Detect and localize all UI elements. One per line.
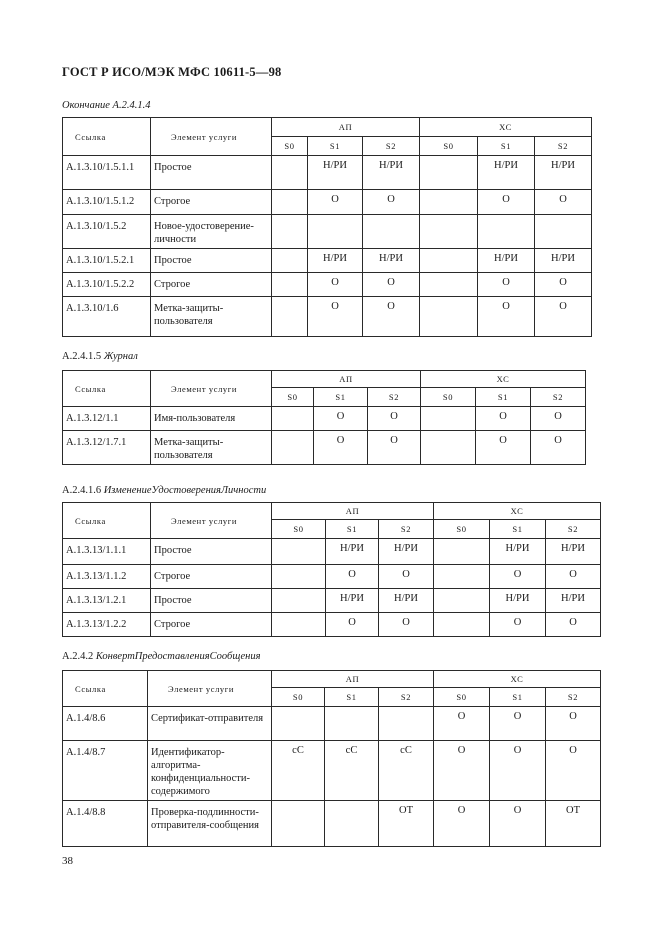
value-cell: Н/РИ — [326, 539, 379, 565]
element-cell: Имя-пользователя — [151, 407, 272, 431]
value-cell: Н/РИ — [535, 156, 592, 190]
value-cell — [434, 539, 490, 565]
col-ref-header: Ссылка — [63, 118, 151, 156]
col-s2-header: S2 — [379, 688, 434, 707]
ref-cell: А.1.3.13/1.2.2 — [63, 613, 151, 637]
col-element-header: Элемент услуги — [151, 503, 272, 539]
section-caption-title: ИзменениеУдостоверенияЛичности — [103, 485, 267, 496]
value-cell — [325, 801, 379, 847]
element-cell: Простое — [151, 249, 272, 273]
col-s0-header: S0 — [272, 520, 326, 539]
table-row — [63, 297, 592, 337]
value-cell — [363, 215, 420, 249]
element-cell: Идентификатор-алгоритма-конфиденциальности-содержимого — [148, 741, 272, 801]
ref-cell: А.1.4/8.8 — [63, 801, 148, 847]
col-element-header: Элемент услуги — [151, 371, 272, 407]
value-cell: О — [476, 407, 531, 431]
value-cell — [434, 589, 490, 613]
value-cell: О — [363, 190, 420, 215]
value-cell: О — [363, 297, 420, 337]
value-cell: О — [478, 297, 535, 337]
section-caption-prefix: А.2.4.1.5 — [62, 351, 102, 362]
value-cell — [272, 156, 308, 190]
element-cell: Строгое — [151, 273, 272, 297]
value-cell: Н/РИ — [379, 539, 434, 565]
value-cell: О — [379, 565, 434, 589]
table-row — [63, 431, 586, 465]
value-cell: О — [478, 273, 535, 297]
value-cell: О — [308, 273, 363, 297]
col-s2-header: S2 — [546, 688, 601, 707]
value-cell: О — [314, 407, 368, 431]
table-row — [63, 215, 592, 249]
value-cell — [272, 565, 326, 589]
element-cell: Строгое — [151, 613, 272, 637]
value-cell — [420, 190, 478, 215]
col-s0-header: S0 — [421, 388, 476, 407]
col-xc-header: ХС — [434, 671, 601, 688]
value-cell: О — [368, 431, 421, 465]
value-cell: О — [535, 190, 592, 215]
col-s2-header: S2 — [368, 388, 421, 407]
col-ap-header: АП — [272, 118, 420, 137]
section-caption-prefix: А.2.4.1.6 — [62, 485, 102, 496]
value-cell: ОТ — [379, 801, 434, 847]
value-cell — [478, 215, 535, 249]
value-cell: Н/РИ — [308, 156, 363, 190]
value-cell: Н/РИ — [535, 249, 592, 273]
value-cell — [308, 215, 363, 249]
table-row — [63, 741, 601, 801]
element-cell: Сертификат-отправителя — [148, 707, 272, 741]
col-s2-header: S2 — [546, 520, 601, 539]
value-cell — [272, 273, 308, 297]
ref-cell: А.1.3.10/1.5.2.1 — [63, 249, 151, 273]
col-s0-header: S0 — [420, 137, 478, 156]
col-s1-header: S1 — [490, 688, 546, 707]
table-row — [63, 801, 601, 847]
value-cell: Н/РИ — [490, 589, 546, 613]
section-caption — [62, 351, 138, 362]
col-s0-header: S0 — [434, 688, 490, 707]
value-cell — [272, 190, 308, 215]
value-cell: О — [546, 565, 601, 589]
page-number: 38 — [62, 855, 73, 867]
value-cell: О — [368, 407, 421, 431]
value-cell: О — [434, 707, 490, 741]
section-caption — [62, 100, 150, 111]
col-s1-header: S1 — [308, 137, 363, 156]
ref-cell: А.1.3.10/1.5.2 — [63, 215, 151, 249]
value-cell: О — [326, 613, 379, 637]
value-cell: Н/РИ — [490, 539, 546, 565]
value-cell: О — [314, 431, 368, 465]
col-element-header: Элемент услуги — [151, 118, 272, 156]
col-s2-header: S2 — [531, 388, 586, 407]
value-cell — [421, 407, 476, 431]
table-row — [63, 249, 592, 273]
col-xc-header: ХС — [421, 371, 586, 388]
col-xc-header: ХС — [434, 503, 601, 520]
value-cell: О — [476, 431, 531, 465]
value-cell: О — [535, 297, 592, 337]
value-cell: Н/РИ — [363, 249, 420, 273]
value-cell: О — [308, 297, 363, 337]
col-s1-header: S1 — [490, 520, 546, 539]
value-cell: О — [363, 273, 420, 297]
value-cell — [272, 215, 308, 249]
value-cell: О — [478, 190, 535, 215]
value-cell: О — [490, 565, 546, 589]
element-cell: Метка-защиты-пользователя — [151, 297, 272, 337]
col-ap-header: АП — [272, 371, 421, 388]
value-cell — [421, 431, 476, 465]
col-s0-header: S0 — [272, 137, 308, 156]
col-ref-header: Ссылка — [63, 671, 148, 707]
value-cell — [420, 156, 478, 190]
col-ref-header: Ссылка — [63, 371, 151, 407]
section-caption-title: Журнал — [103, 351, 138, 362]
value-cell — [420, 297, 478, 337]
table-row — [63, 190, 592, 215]
document-header: ГОСТ Р ИСО/МЭК МФС 10611-5—98 — [62, 65, 282, 79]
table-row — [63, 565, 601, 589]
ref-cell: А.1.3.10/1.5.2.2 — [63, 273, 151, 297]
value-cell: О — [546, 707, 601, 741]
value-cell: ОТ — [546, 801, 601, 847]
col-s1-header: S1 — [476, 388, 531, 407]
ref-cell: А.1.3.12/1.1 — [63, 407, 151, 431]
value-cell: Н/РИ — [379, 589, 434, 613]
value-cell: О — [490, 707, 546, 741]
value-cell — [379, 707, 434, 741]
element-cell: Простое — [151, 589, 272, 613]
value-cell: О — [326, 565, 379, 589]
value-cell: сС — [325, 741, 379, 801]
value-cell: О — [308, 190, 363, 215]
value-cell: О — [490, 741, 546, 801]
element-cell: Новое-удостоверение-личности — [151, 215, 272, 249]
value-cell: О — [490, 801, 546, 847]
value-cell — [420, 249, 478, 273]
ref-cell: А.1.3.12/1.7.1 — [63, 431, 151, 465]
value-cell — [420, 215, 478, 249]
value-cell: О — [379, 613, 434, 637]
value-cell — [272, 407, 314, 431]
element-cell: Строгое — [151, 190, 272, 215]
value-cell — [272, 297, 308, 337]
col-s1-header: S1 — [326, 520, 379, 539]
col-element-header: Элемент услуги — [148, 671, 272, 707]
value-cell — [420, 273, 478, 297]
value-cell: Н/РИ — [308, 249, 363, 273]
value-cell — [272, 801, 325, 847]
element-cell: Метка-защиты-пользователя — [151, 431, 272, 465]
value-cell — [434, 565, 490, 589]
value-cell — [272, 431, 314, 465]
table-section-1 — [62, 370, 586, 465]
value-cell: Н/РИ — [478, 249, 535, 273]
col-ref-header: Ссылка — [63, 503, 151, 539]
value-cell: О — [535, 273, 592, 297]
table-row — [63, 407, 586, 431]
col-s0-header: S0 — [272, 388, 314, 407]
ref-cell: А.1.3.10/1.6 — [63, 297, 151, 337]
value-cell: О — [434, 741, 490, 801]
table-row — [63, 613, 601, 637]
section-caption-title: Окончание А.2.4.1.4 — [62, 100, 151, 111]
table-section-2 — [62, 502, 601, 637]
element-cell: Проверка-подлинности-отправителя-сообщения — [148, 801, 272, 847]
value-cell: О — [531, 407, 586, 431]
col-xc-header: ХС — [420, 118, 592, 137]
col-s1-header: S1 — [314, 388, 368, 407]
col-ap-header: АП — [272, 503, 434, 520]
col-s0-header: S0 — [434, 520, 490, 539]
element-cell: Простое — [151, 539, 272, 565]
ref-cell: А.1.3.10/1.5.1.1 — [63, 156, 151, 190]
section-caption-prefix: А.2.4.2 — [62, 651, 94, 662]
table-section-3 — [62, 670, 601, 847]
section-caption — [62, 485, 266, 496]
col-s0-header: S0 — [272, 688, 325, 707]
value-cell — [272, 249, 308, 273]
value-cell — [272, 539, 326, 565]
value-cell: Н/РИ — [363, 156, 420, 190]
ref-cell: А.1.3.13/1.1.1 — [63, 539, 151, 565]
value-cell — [325, 707, 379, 741]
col-ap-header: АП — [272, 671, 434, 688]
element-cell: Строгое — [151, 565, 272, 589]
value-cell: сС — [379, 741, 434, 801]
ref-cell: А.1.3.13/1.1.2 — [63, 565, 151, 589]
value-cell: О — [546, 613, 601, 637]
table-row — [63, 273, 592, 297]
value-cell — [272, 589, 326, 613]
col-s2-header: S2 — [535, 137, 592, 156]
section-caption — [62, 651, 261, 662]
table-section-0 — [62, 117, 592, 337]
ref-cell: А.1.4/8.6 — [63, 707, 148, 741]
value-cell — [272, 707, 325, 741]
value-cell: Н/РИ — [546, 589, 601, 613]
value-cell: сС — [272, 741, 325, 801]
table-row — [63, 589, 601, 613]
section-caption-title: КонвертПредоставленияСообщения — [95, 651, 261, 662]
element-cell: Простое — [151, 156, 272, 190]
table-row — [63, 539, 601, 565]
value-cell — [535, 215, 592, 249]
value-cell: Н/РИ — [546, 539, 601, 565]
col-s2-header: S2 — [379, 520, 434, 539]
value-cell: О — [490, 613, 546, 637]
value-cell — [434, 613, 490, 637]
ref-cell: А.1.4/8.7 — [63, 741, 148, 801]
value-cell: О — [531, 431, 586, 465]
col-s2-header: S2 — [363, 137, 420, 156]
value-cell: Н/РИ — [326, 589, 379, 613]
value-cell: О — [434, 801, 490, 847]
value-cell: Н/РИ — [478, 156, 535, 190]
table-row — [63, 707, 601, 741]
value-cell: О — [546, 741, 601, 801]
col-s1-header: S1 — [325, 688, 379, 707]
col-s1-header: S1 — [478, 137, 535, 156]
value-cell — [272, 613, 326, 637]
ref-cell: А.1.3.13/1.2.1 — [63, 589, 151, 613]
table-row — [63, 156, 592, 190]
ref-cell: А.1.3.10/1.5.1.2 — [63, 190, 151, 215]
